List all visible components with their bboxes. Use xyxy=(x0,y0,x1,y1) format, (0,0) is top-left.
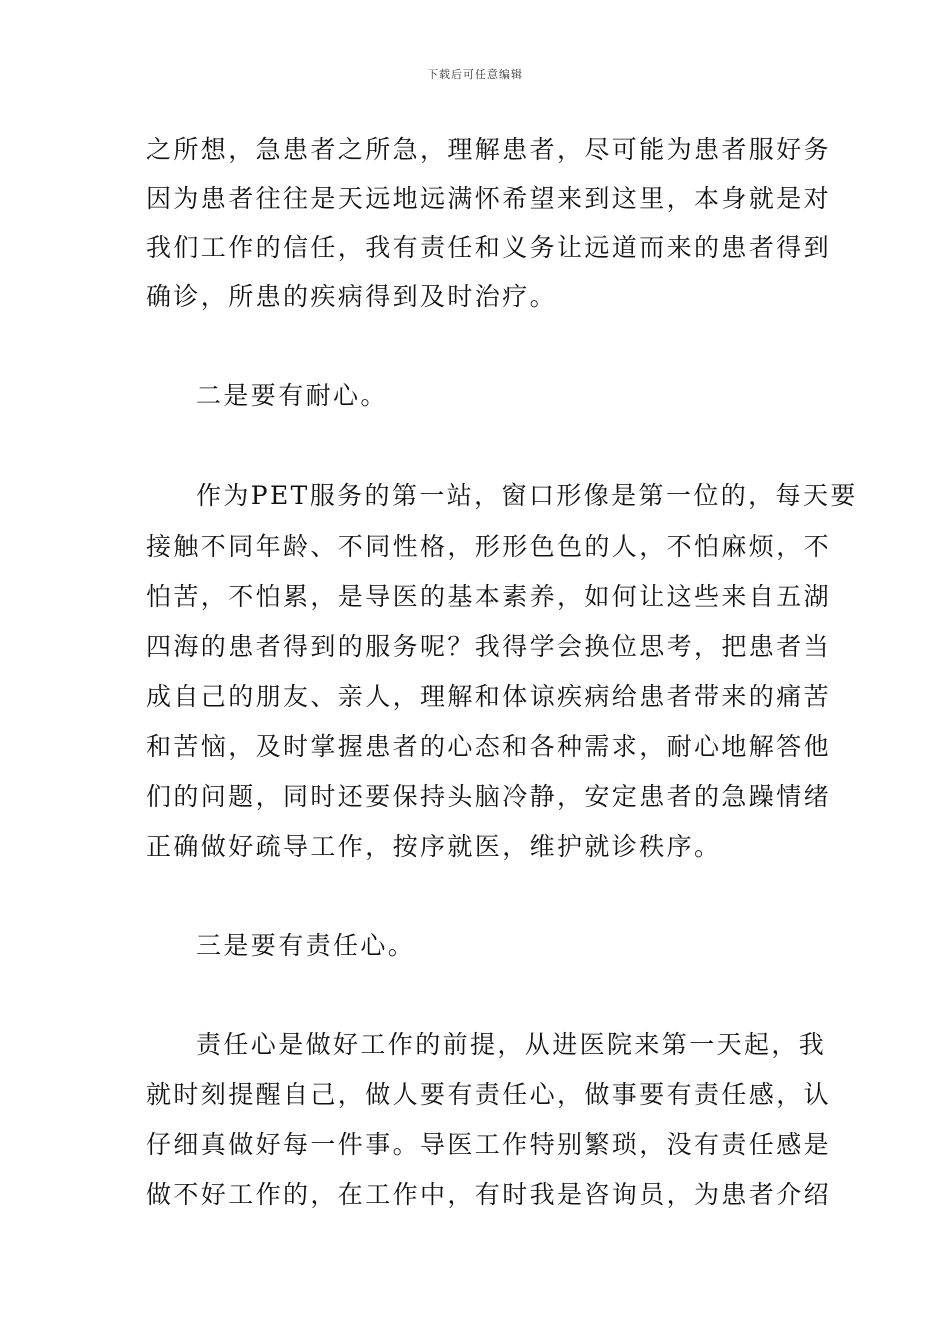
body-line: 仔细真做好每一件事。导医工作特别繁琐，没有责任感是 xyxy=(146,1130,832,1159)
body-line: 接触不同年龄、不同性格，形形色色的人，不怕麻烦，不 xyxy=(146,532,832,561)
paragraph-first-line: 责任心是做好工作的前提，从进医院来第一天起，我 xyxy=(196,1030,827,1059)
section-heading: 三是要有责任心。 xyxy=(196,931,416,960)
paragraph-first-line: 作为PET服务的第一站，窗口形像是第一位的，每天要 xyxy=(196,481,858,510)
body-line: 怕苦，不怕累，是导医的基本素养，如何让这些来自五湖 xyxy=(146,582,832,611)
body-line: 确诊，所患的疾病得到及时治疗。 xyxy=(146,282,558,311)
body-line: 正确做好疏导工作，按序就医，维护就诊秩序。 xyxy=(146,832,722,861)
body-line: 就时刻提醒自己，做人要有责任心，做事要有责任感，认 xyxy=(146,1080,832,1109)
section-heading: 二是要有耐心。 xyxy=(196,381,388,410)
body-line: 四海的患者得到的服务呢？我得学会换位思考，把患者当 xyxy=(146,632,832,661)
body-line: 之所想，急患者之所急，理解患者，尽可能为患者服好务 xyxy=(146,135,832,164)
body-line: 做不好工作的，在工作中，有时我是咨询员，为患者介绍 xyxy=(146,1180,832,1209)
body-line: 我们工作的信任，我有责任和义务让远道而来的患者得到 xyxy=(146,233,832,262)
body-line: 们的问题，同时还要保持头脑冷静，安定患者的急躁情绪 xyxy=(146,782,832,811)
body-line: 成自己的朋友、亲人，理解和体谅疾病给患者带来的痛苦 xyxy=(146,682,832,711)
body-line: 因为患者往往是天远地远满怀希望来到这里，本身就是对 xyxy=(146,184,832,213)
header-note: 下载后可任意编辑 xyxy=(427,68,523,81)
body-line: 和苦恼，及时掌握患者的心态和各种需求，耐心地解答他 xyxy=(146,732,832,761)
